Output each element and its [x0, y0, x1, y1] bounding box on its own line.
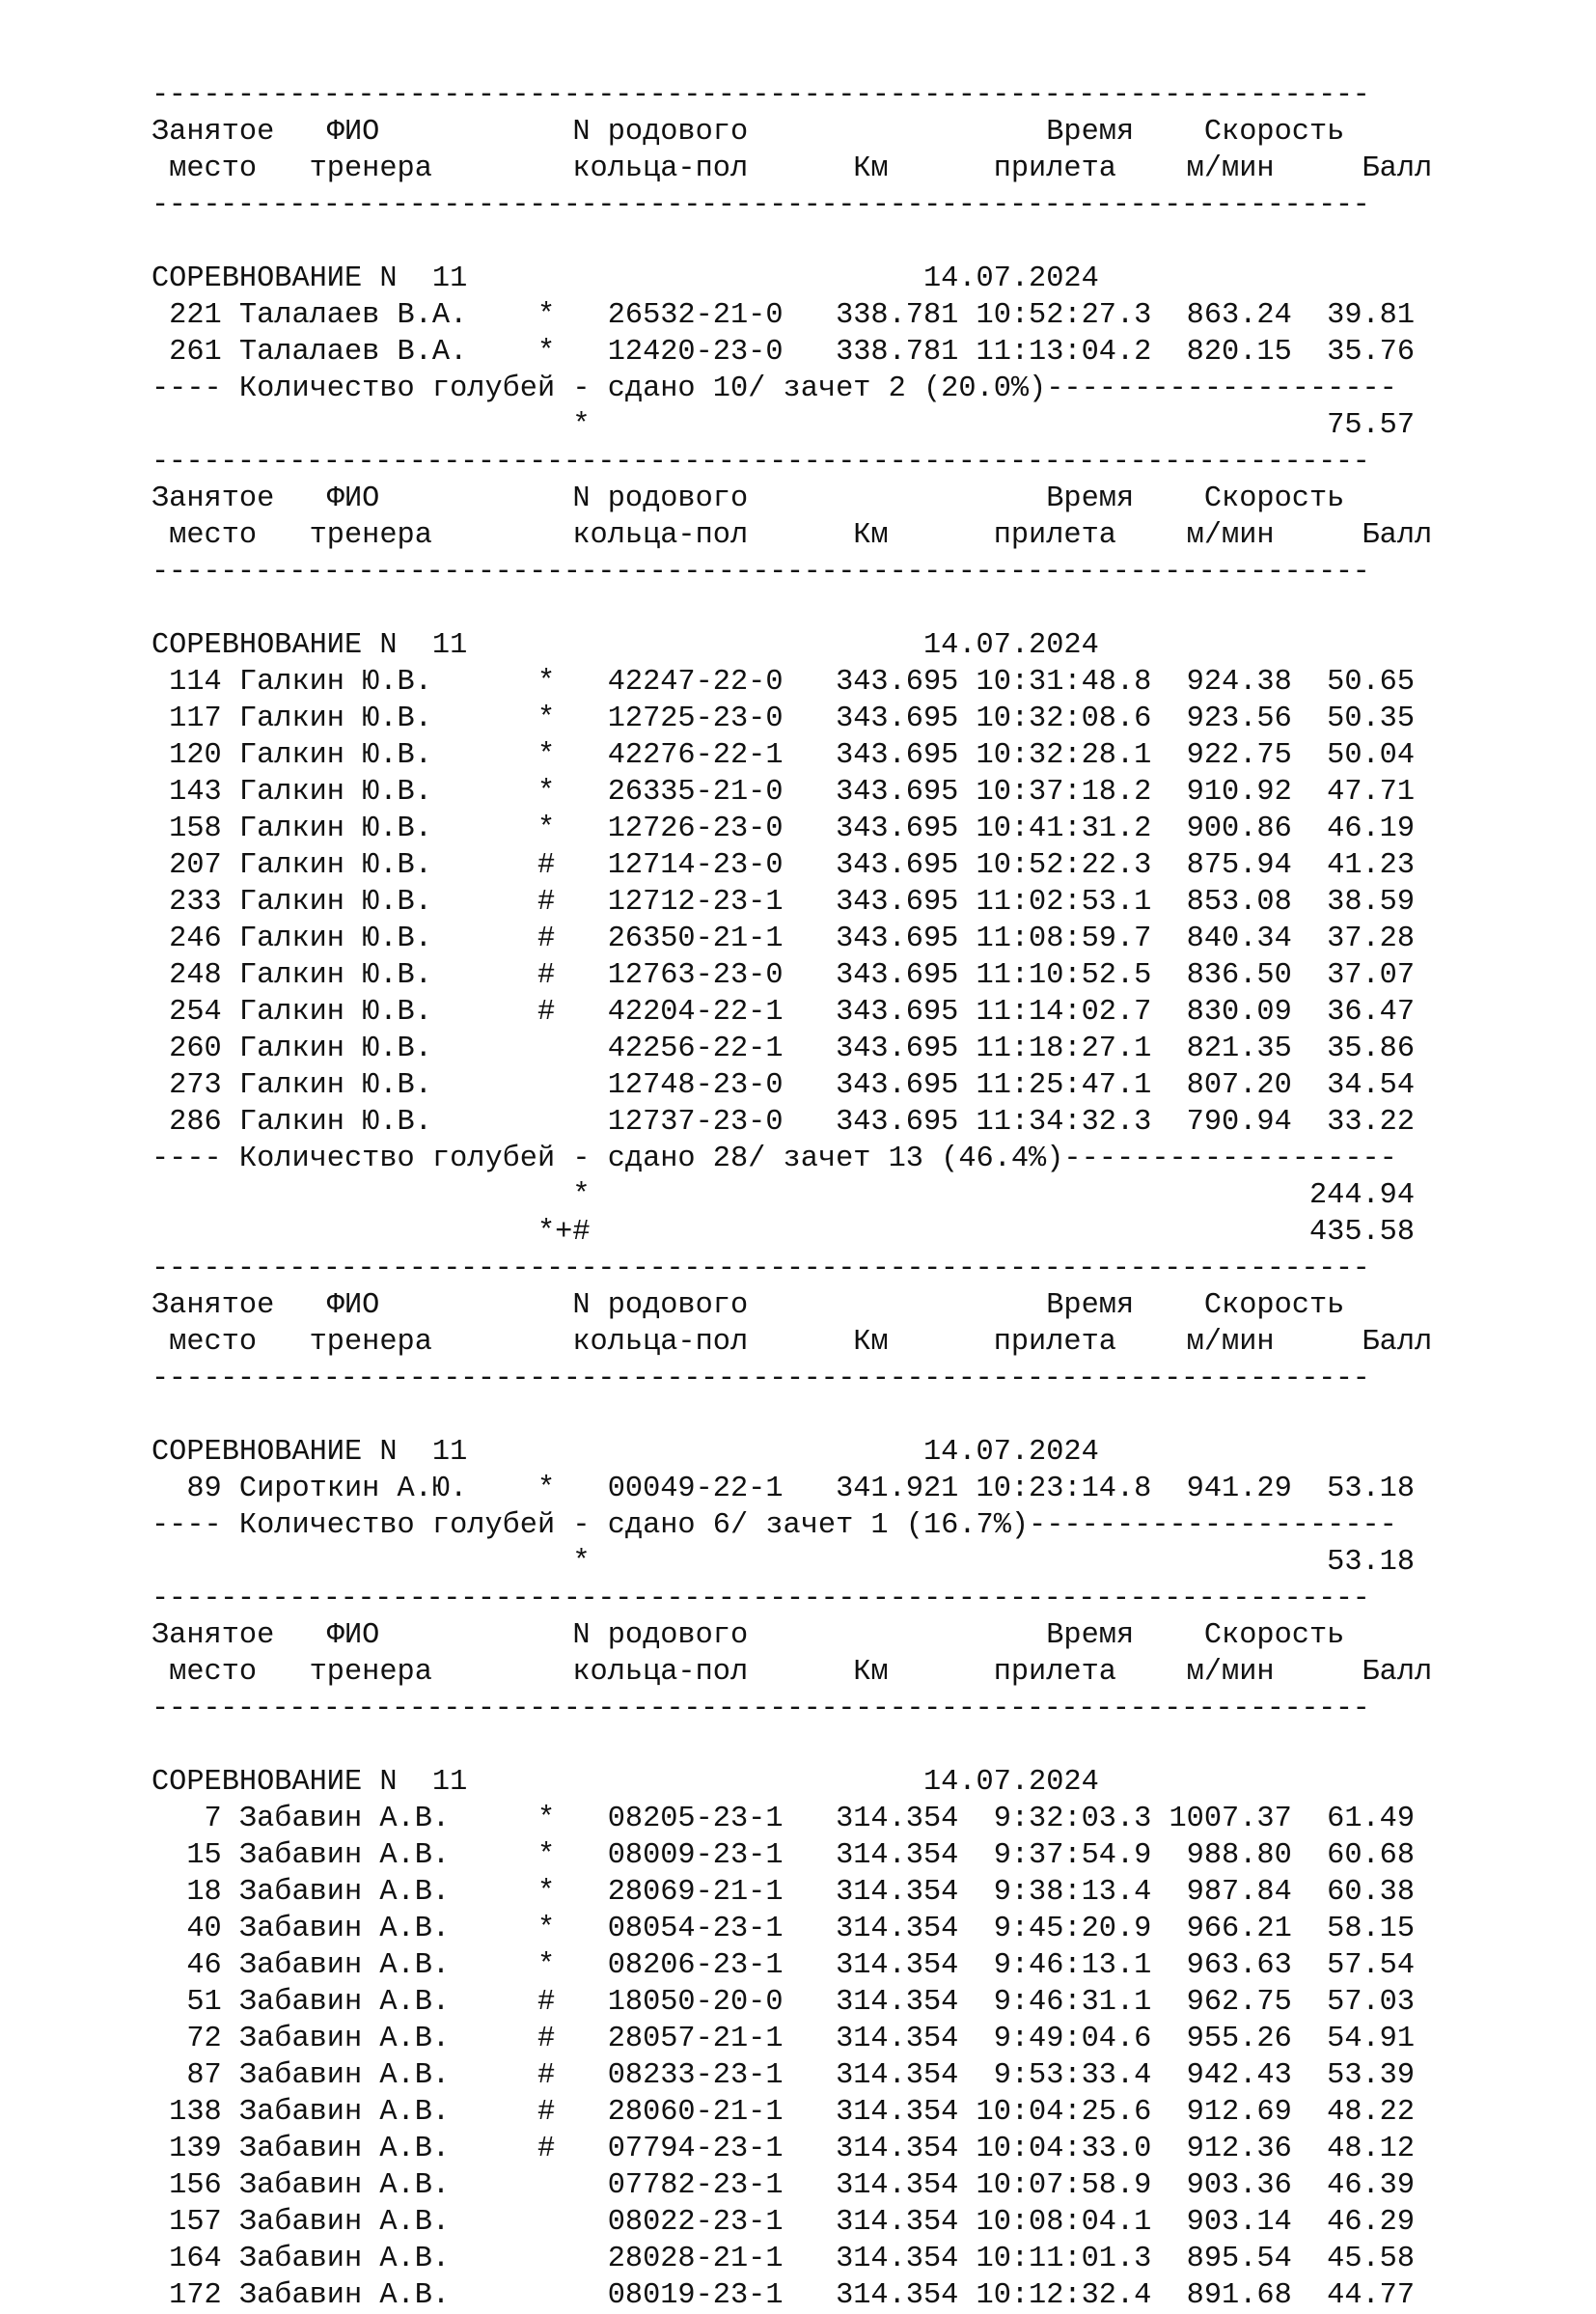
- result-row: 120 Галкин Ю.В. * 42276-22-1 343.695 10:32:28.1 922.75 50.04: [151, 739, 1416, 772]
- pigeon-count-summary: ---- Количество голубей - сдано 6/ зачет 1 (16.7%)---------------------: [151, 1509, 1397, 1542]
- separator-line: -----------------------------------------------------------------------: [151, 79, 1370, 112]
- result-row: 87 Забавин А.В. # 08233-23-1 314.354 9:53:33.4 942.43 53.39: [151, 2059, 1416, 2092]
- result-row: 117 Галкин Ю.В. * 12725-23-0 343.695 10:32:08.6 923.56 50.35: [151, 702, 1416, 735]
- result-row: 156 Забавин А.В. 07782-23-1 314.354 10:07:58.9 903.36 46.39: [151, 2169, 1416, 2202]
- blank-line: [151, 591, 1551, 627]
- column-header: место тренера кольца-пол Км прилета м/мин Балл: [151, 152, 1433, 185]
- result-row: 246 Галкин Ю.В. # 26350-21-1 343.695 11:08:59.7 840.34 37.28: [151, 923, 1416, 955]
- points-total: * 244.94: [151, 1179, 1416, 1212]
- points-total: * 53.18: [151, 1546, 1416, 1579]
- points-total: *+# 435.58: [151, 1216, 1416, 1249]
- column-header: место тренера кольца-пол Км прилета м/мин Балл: [151, 1656, 1433, 1689]
- result-row: 164 Забавин А.В. 28028-21-1 314.354 10:11:01.3 895.54 45.58: [151, 2243, 1416, 2275]
- result-row: 51 Забавин А.В. # 18050-20-0 314.354 9:46:31.1 962.75 57.03: [151, 1986, 1416, 2019]
- column-header: место тренера кольца-пол Км прилета м/мин Балл: [151, 1326, 1433, 1359]
- competition-heading: СОРЕВНОВАНИЕ N 11 14.07.2024: [151, 262, 1099, 295]
- result-row: 139 Забавин А.В. # 07794-23-1 314.354 10:04:33.0 912.36 48.12: [151, 2133, 1416, 2165]
- result-row: 233 Галкин Ю.В. # 12712-23-1 343.695 11:02:53.1 853.08 38.59: [151, 886, 1416, 919]
- result-row: 7 Забавин А.В. * 08205-23-1 314.354 9:32:03.3 1007.37 61.49: [151, 1803, 1416, 1835]
- result-row: 40 Забавин А.В. * 08054-23-1 314.354 9:45:20.9 966.21 58.15: [151, 1913, 1416, 1945]
- result-row: 114 Галкин Ю.В. * 42247-22-0 343.695 10:31:48.8 924.38 50.65: [151, 666, 1416, 699]
- result-row: 254 Галкин Ю.В. # 42204-22-1 343.695 11:14:02.7 830.09 36.47: [151, 996, 1416, 1029]
- result-row: 89 Сироткин А.Ю. * 00049-22-1 341.921 10:23:14.8 941.29 53.18: [151, 1473, 1416, 1505]
- result-row: 143 Галкин Ю.В. * 26335-21-0 343.695 10:37:18.2 910.92 47.71: [151, 776, 1416, 809]
- column-header: Занятое ФИО N родового Время Скорость: [151, 116, 1345, 149]
- blank-line: [151, 224, 1551, 261]
- separator-line: -----------------------------------------------------------------------: [151, 1693, 1370, 1725]
- result-row: 261 Талалаев В.А. * 12420-23-0 338.781 11:13:04.2 820.15 35.76: [151, 336, 1416, 369]
- result-row: 157 Забавин А.В. 08022-23-1 314.354 10:08:04.1 903.14 46.29: [151, 2206, 1416, 2239]
- result-row: 221 Талалаев В.А. * 26532-21-0 338.781 10:52:27.3 863.24 39.81: [151, 299, 1416, 332]
- result-row: 207 Галкин Ю.В. # 12714-23-0 343.695 10:52:22.3 875.94 41.23: [151, 849, 1416, 882]
- separator-line: -----------------------------------------------------------------------: [151, 1583, 1370, 1615]
- separator-line: -----------------------------------------------------------------------: [151, 446, 1370, 479]
- result-row: 18 Забавин А.В. * 28069-21-1 314.354 9:38:13.4 987.84 60.38: [151, 1876, 1416, 1909]
- result-row: 260 Галкин Ю.В. 42256-22-1 343.695 11:18:27.1 821.35 35.86: [151, 1033, 1416, 1065]
- separator-line: -----------------------------------------------------------------------: [151, 1253, 1370, 1285]
- pigeon-count-summary: ---- Количество голубей - сдано 28/ зачет 13 (46.4%)-------------------: [151, 1143, 1397, 1175]
- result-row: 158 Галкин Ю.В. * 12726-23-0 343.695 10:41:31.2 900.86 46.19: [151, 813, 1416, 845]
- result-row: 15 Забавин А.В. * 08009-23-1 314.354 9:37:54.9 988.80 60.68: [151, 1839, 1416, 1872]
- result-row: 138 Забавин А.В. # 28060-21-1 314.354 10:04:25.6 912.69 48.22: [151, 2096, 1416, 2129]
- competition-heading: СОРЕВНОВАНИЕ N 11 14.07.2024: [151, 1436, 1099, 1469]
- points-total: * 75.57: [151, 409, 1416, 442]
- column-header: Занятое ФИО N родового Время Скорость: [151, 482, 1345, 515]
- competition-heading: СОРЕВНОВАНИЕ N 11 14.07.2024: [151, 629, 1099, 662]
- results-document: [151, 77, 1551, 2314]
- blank-line: [151, 1397, 1551, 1434]
- column-header: Занятое ФИО N родового Время Скорость: [151, 1289, 1345, 1322]
- column-header: место тренера кольца-пол Км прилета м/мин Балл: [151, 519, 1433, 552]
- result-row: 273 Галкин Ю.В. 12748-23-0 343.695 11:25:47.1 807.20 34.54: [151, 1069, 1416, 1102]
- separator-line: -----------------------------------------------------------------------: [151, 1363, 1370, 1395]
- result-row: 46 Забавин А.В. * 08206-23-1 314.354 9:46:13.1 963.63 57.54: [151, 1949, 1416, 1982]
- separator-line: -----------------------------------------------------------------------: [151, 556, 1370, 589]
- result-row: 248 Галкин Ю.В. # 12763-23-0 343.695 11:10:52.5 836.50 37.07: [151, 959, 1416, 992]
- column-header: Занятое ФИО N родового Время Скорость: [151, 1619, 1345, 1652]
- pigeon-count-summary: ---- Количество голубей - сдано 10/ зачет 2 (20.0%)--------------------: [151, 372, 1397, 405]
- separator-line: -----------------------------------------------------------------------: [151, 189, 1370, 222]
- result-row: 72 Забавин А.В. # 28057-21-1 314.354 9:49:04.6 955.26 54.91: [151, 2023, 1416, 2055]
- result-row: 172 Забавин А.В. 08019-23-1 314.354 10:12:32.4 891.68 44.77: [151, 2279, 1416, 2312]
- blank-line: [151, 1727, 1551, 1764]
- result-row: 286 Галкин Ю.В. 12737-23-0 343.695 11:34:32.3 790.94 33.22: [151, 1106, 1416, 1139]
- competition-heading: СОРЕВНОВАНИЕ N 11 14.07.2024: [151, 1766, 1099, 1799]
